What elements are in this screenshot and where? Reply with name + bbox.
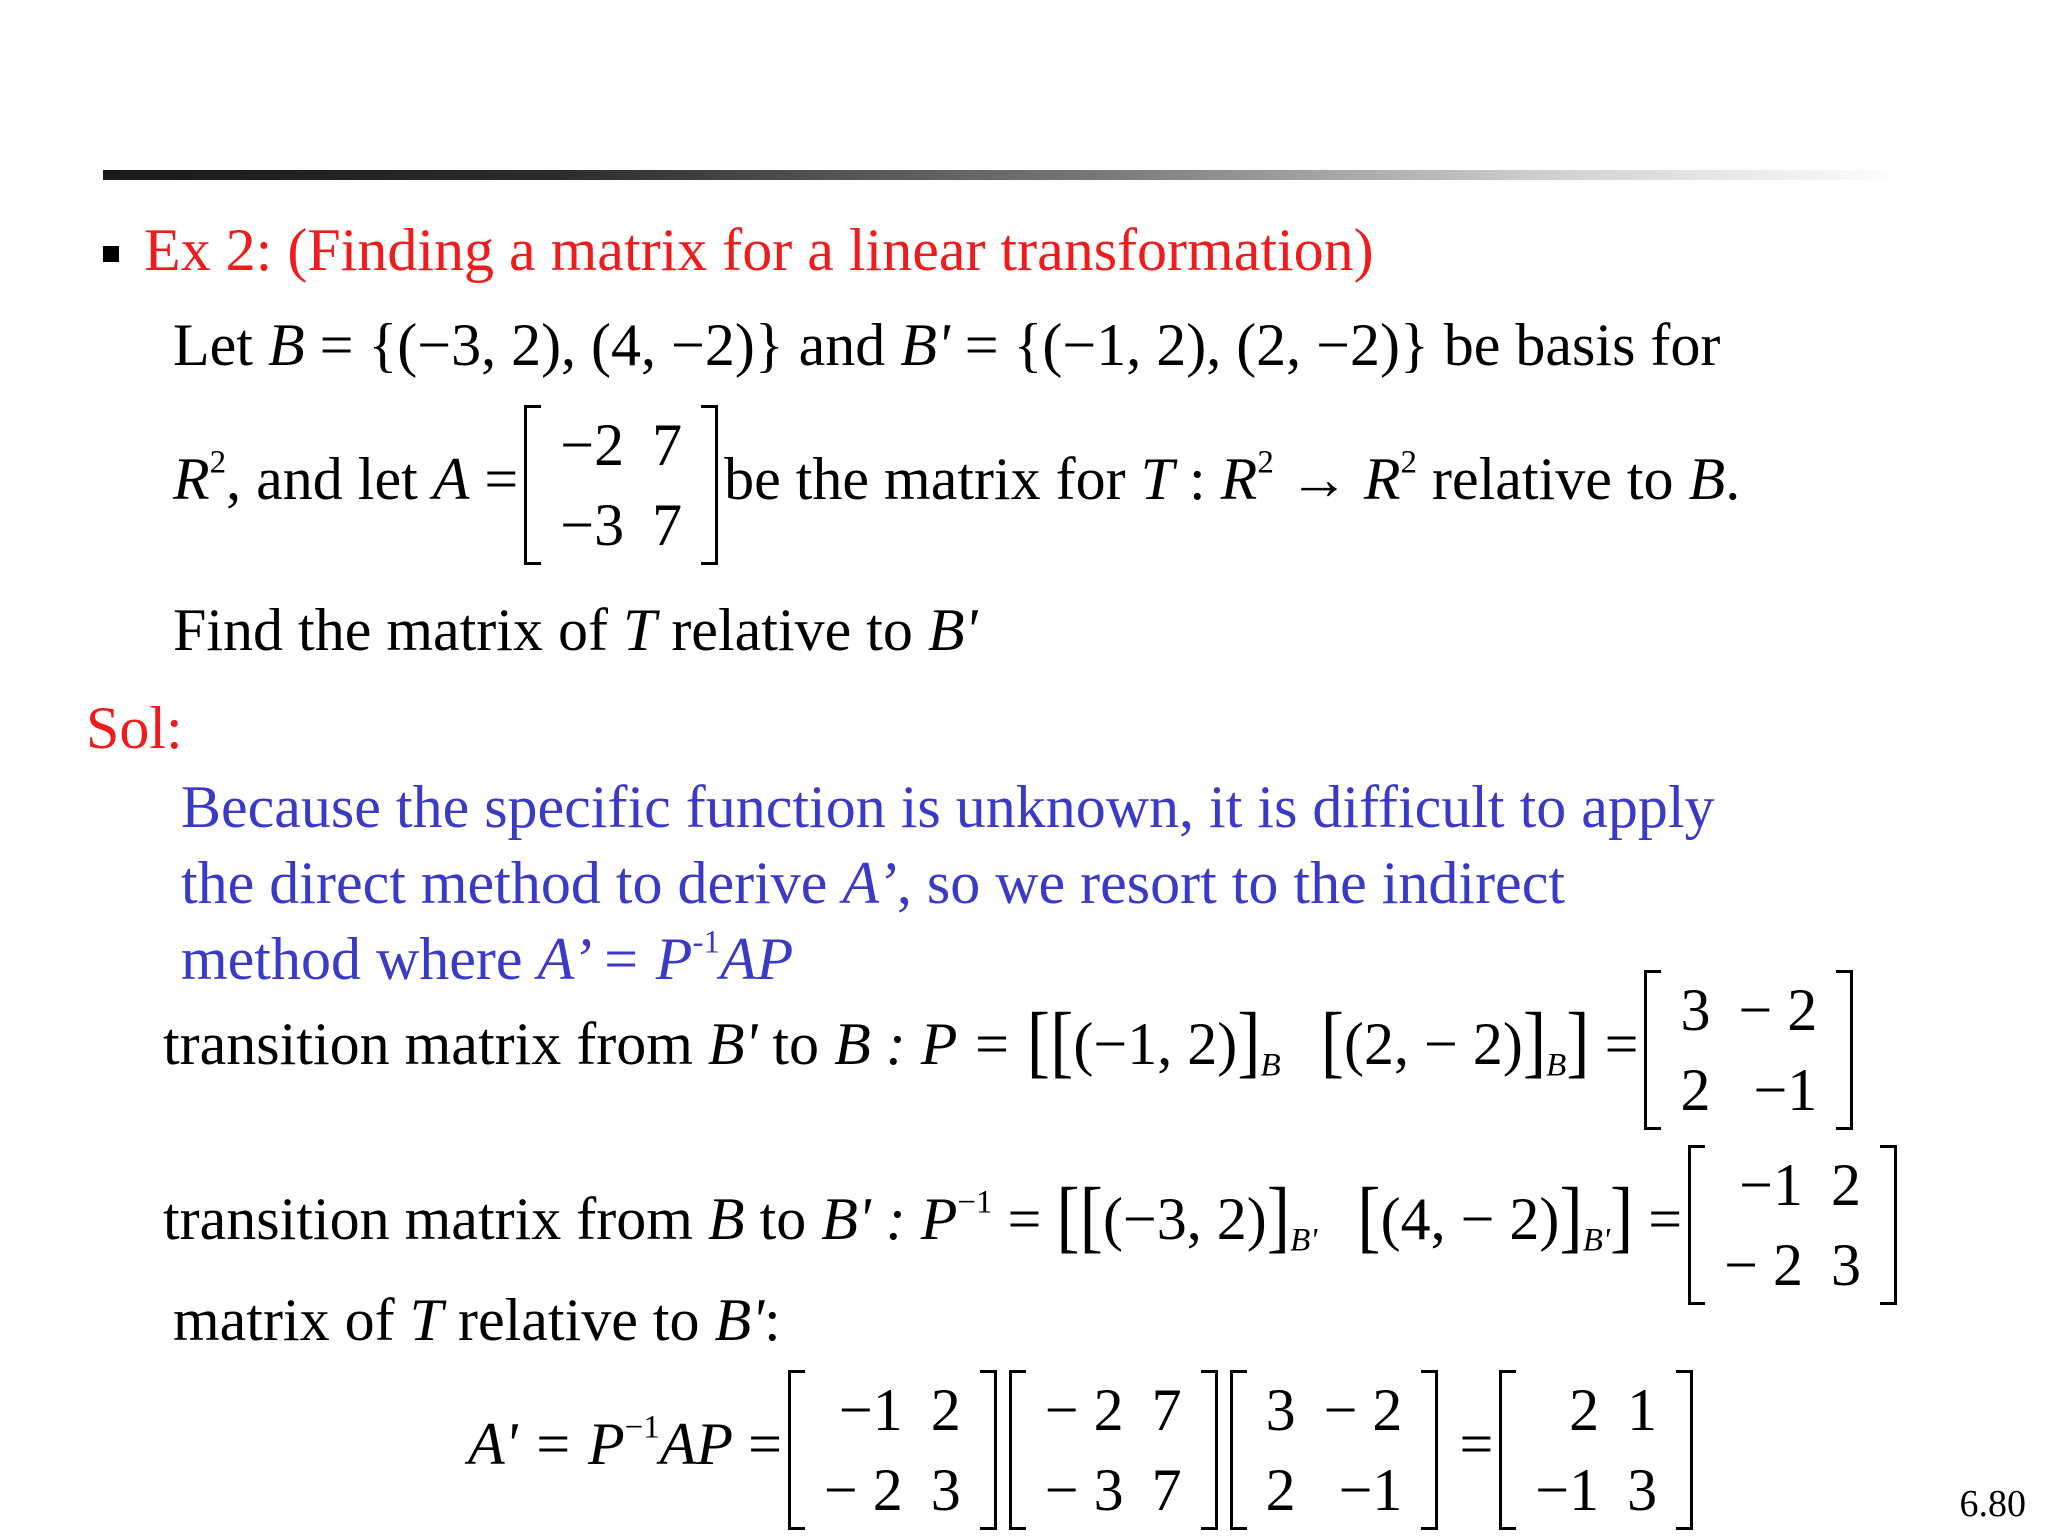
transition-Pinv-line	[163, 1145, 1903, 1305]
matrix-cell: 1	[1627, 1377, 1658, 1443]
text: (−3, 2)	[1102, 1185, 1267, 1252]
symbol-Aprime: A'	[468, 1410, 518, 1477]
symbol-R: R	[1363, 445, 1401, 512]
text: to	[757, 1010, 835, 1077]
exponent: 2	[1257, 444, 1274, 481]
symbol-Bprime: B'	[707, 1010, 758, 1077]
text: , so we resort to the indirect	[896, 850, 1565, 916]
matrix-cell: − 2	[1044, 1377, 1124, 1443]
text: =	[1589, 1010, 1639, 1077]
subscript: B	[1260, 1047, 1281, 1084]
matrix-cell: 2	[1830, 1152, 1861, 1218]
subscript: B	[1546, 1047, 1567, 1084]
text: =	[469, 445, 519, 512]
exponent: −1	[624, 1409, 660, 1446]
matrix-cell: −2	[560, 412, 625, 478]
symbol-R: R	[1220, 445, 1258, 512]
example-heading: Ex 2: (Finding a matrix for a linear transformation)	[144, 217, 1374, 283]
matrix-A	[524, 405, 718, 565]
text: :	[764, 1287, 781, 1353]
subscript: B'	[1582, 1222, 1610, 1259]
symbol-A: A	[432, 445, 470, 512]
bracket: ]	[1522, 996, 1547, 1086]
matrix-cell: 3	[930, 1457, 961, 1523]
transition-P-line	[163, 970, 1859, 1130]
matrix-P	[1644, 970, 1853, 1130]
page-number: 6.80	[1959, 1483, 2026, 1525]
symbol-Aprime: A’	[842, 850, 897, 916]
matrix-cell: − 2	[1738, 977, 1818, 1043]
text: transition matrix from	[163, 1185, 708, 1252]
symbol-B: B	[707, 1185, 745, 1252]
solution-para-1: Because the specific function is unknown, it is difficult to apply	[181, 774, 1715, 840]
text: relative to	[656, 597, 928, 663]
matrix-cell: − 2	[1724, 1232, 1803, 1298]
text: = P	[585, 926, 693, 992]
matrix-cell: −3	[560, 492, 625, 558]
text: : P =	[870, 1010, 1027, 1077]
bracket: [	[1320, 996, 1344, 1086]
bracket: ]	[1559, 1171, 1583, 1261]
header-rule	[103, 170, 1903, 180]
solution-para-2	[181, 850, 1565, 916]
text: , and let	[226, 445, 433, 512]
symbol-B: B	[1688, 445, 1726, 512]
matrix-cell: 3	[1830, 1232, 1861, 1298]
symbol-T: T	[409, 1287, 443, 1353]
problem-line-2	[173, 405, 1740, 565]
text: : P	[870, 1185, 958, 1252]
symbol-T: T	[622, 597, 657, 663]
matrix-cell: −1	[1739, 1152, 1803, 1218]
text: matrix of	[173, 1287, 410, 1353]
text: = {(−3, 2), (4, −2)} and	[304, 312, 901, 378]
bracket: [[	[1056, 1171, 1103, 1261]
symbol-Bprime: B'	[714, 1287, 765, 1353]
bracket: ]	[1566, 996, 1590, 1086]
matrix-Pinv-factor	[788, 1370, 997, 1530]
matrix-cell: −1	[1338, 1457, 1403, 1523]
problem-line-1	[173, 312, 1721, 378]
symbol-Bprime: B'	[821, 1185, 871, 1252]
matrix-cell: −1	[838, 1377, 903, 1443]
matrix-A-factor	[1009, 1370, 1218, 1530]
bracket: ]	[1237, 996, 1261, 1086]
matrix-cell: − 2	[823, 1457, 903, 1523]
text: method where	[181, 926, 538, 992]
text: = P	[517, 1410, 625, 1477]
matrix-cell: 7	[652, 492, 683, 558]
symbol-T: T	[1140, 445, 1174, 512]
subscript: B'	[1290, 1222, 1318, 1259]
text: =	[992, 1185, 1057, 1252]
matrix-cell: 3	[1627, 1457, 1658, 1523]
bracket: ]	[1266, 1171, 1291, 1261]
result-equation	[468, 1370, 1699, 1530]
matrix-cell: 2	[930, 1377, 961, 1443]
matrix-cell: 7	[1151, 1377, 1182, 1443]
exponent: -1	[692, 924, 720, 961]
text: AP	[659, 1410, 734, 1477]
bullet-square-icon	[103, 246, 119, 262]
matrix-cell: 7	[1151, 1457, 1182, 1523]
exponent: 2	[1400, 444, 1417, 481]
matrix-cell: 7	[652, 412, 683, 478]
text: =	[733, 1410, 782, 1477]
text: the direct method to derive	[181, 850, 843, 916]
text: = {(−1, 2), (2, −2)} be basis for	[949, 312, 1721, 378]
exponent: 2	[209, 444, 227, 481]
matrix-cell: 3	[1265, 1377, 1296, 1443]
matrix-Pinv	[1688, 1145, 1897, 1305]
symbol-Bprime: B'	[927, 597, 978, 663]
text: be the matrix for	[724, 445, 1141, 512]
symbol-R: R	[173, 445, 210, 512]
matrix-cell: 2	[1569, 1377, 1600, 1443]
text: (2, − 2)	[1344, 1010, 1523, 1077]
bracket: [[	[1026, 996, 1074, 1086]
matrix-Aprime-result	[1499, 1370, 1693, 1530]
matrix-cell: 3	[1680, 977, 1711, 1043]
matrix-cell: 2	[1680, 1057, 1711, 1123]
text: (−1, 2)	[1073, 1010, 1238, 1077]
problem-line-3	[173, 597, 978, 663]
text: transition matrix from	[163, 1010, 708, 1077]
symbol-Bprime: B'	[900, 312, 950, 378]
matrix-cell: − 3	[1044, 1457, 1124, 1523]
matrix-cell: −1	[1535, 1457, 1600, 1523]
text: (4, − 2)	[1380, 1185, 1560, 1252]
text: =	[1633, 1185, 1683, 1252]
symbol-B: B	[834, 1010, 871, 1077]
arrow: →	[1273, 445, 1364, 512]
text: relative to	[1416, 445, 1689, 512]
bracket: [	[1357, 1171, 1381, 1261]
text: .	[1725, 445, 1741, 512]
matrix-of-T-label	[173, 1287, 781, 1353]
matrix-P-factor	[1230, 1370, 1439, 1530]
exponent: −1	[957, 1184, 993, 1221]
text: to	[744, 1185, 822, 1252]
symbol-B: B	[267, 312, 305, 378]
matrix-cell: −1	[1753, 1057, 1818, 1123]
text: :	[1174, 445, 1221, 512]
bracket: ]	[1609, 1171, 1634, 1261]
matrix-cell: 2	[1265, 1457, 1296, 1523]
text: AP	[719, 926, 794, 992]
text: Let	[173, 312, 268, 378]
solution-label: Sol:	[86, 695, 183, 761]
text: Find the matrix of	[173, 597, 623, 663]
text: relative to	[442, 1287, 715, 1353]
text: =	[1444, 1410, 1494, 1477]
symbol-Aprime: A’	[537, 926, 586, 992]
matrix-cell: − 2	[1323, 1377, 1403, 1443]
